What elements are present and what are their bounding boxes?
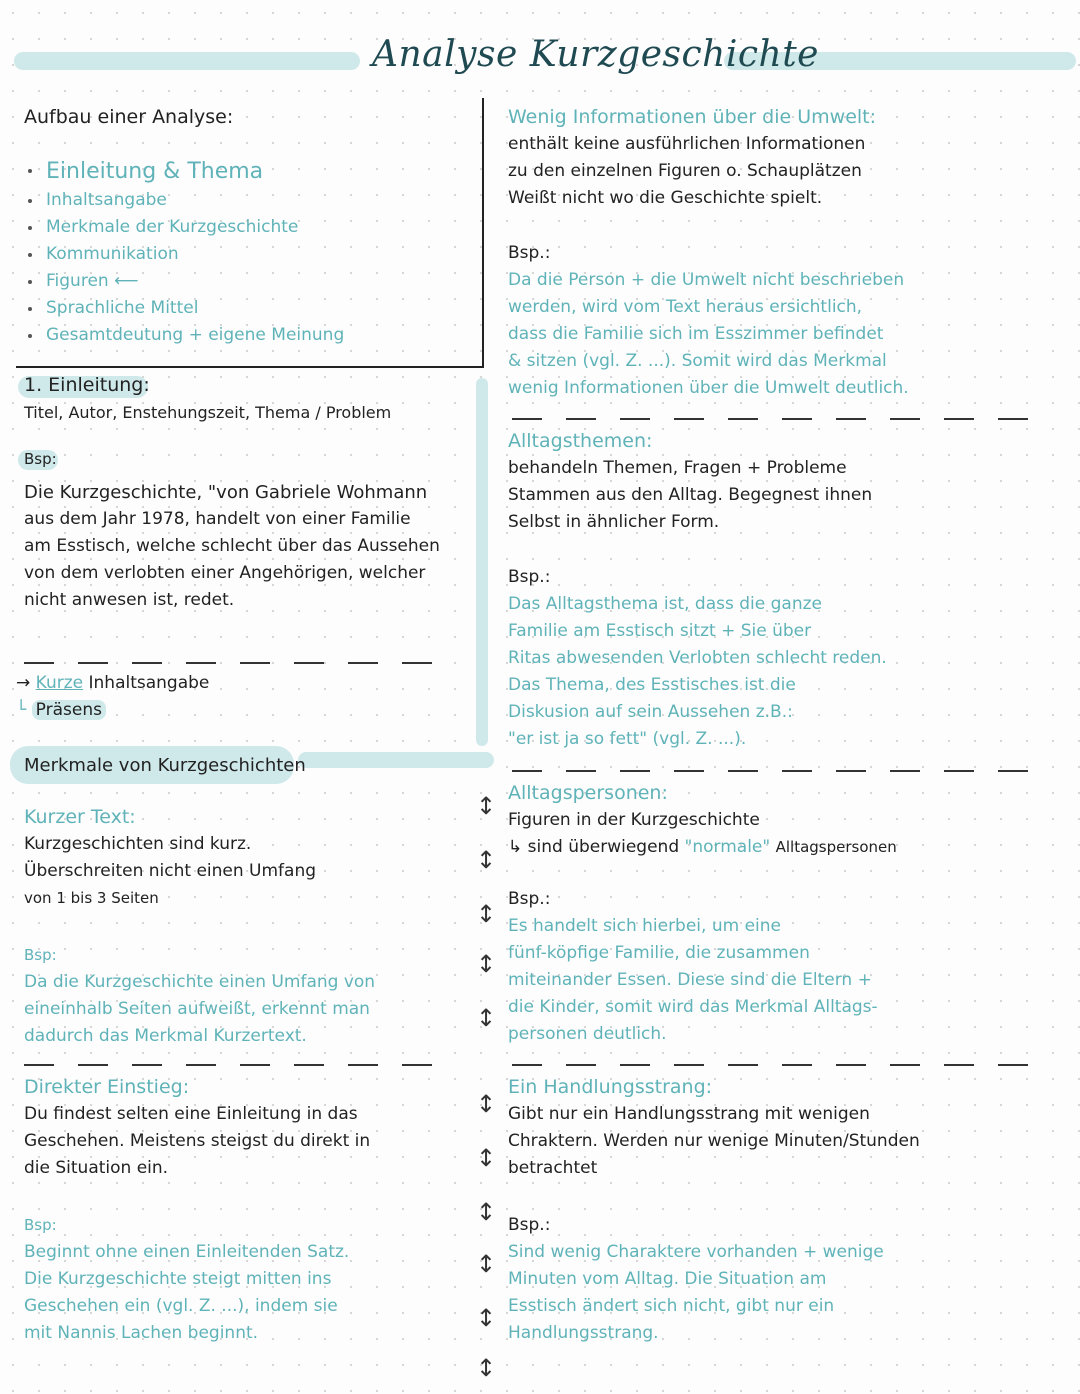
direkter-einstieg-bsp xyxy=(24,1212,349,1347)
umwelt-bsp xyxy=(508,240,909,402)
aufbau-item: Inhaltsangabe xyxy=(24,187,344,214)
divider-dashes xyxy=(24,662,456,664)
bsp-line: fünf-köpfige Familie, die zusammen xyxy=(508,943,810,963)
einleitung-section xyxy=(24,372,391,426)
alltagsthemen-section xyxy=(508,428,872,536)
bsp-line: "er ist ja so fett" (vgl. Z. ...). xyxy=(508,729,747,749)
arrow-right-icon: → xyxy=(16,673,31,693)
einleitung-line: am Esstisch, welche schlecht über das Aussehen xyxy=(24,536,440,556)
aufbau-item: Einleitung & Thema xyxy=(24,157,344,187)
aufbau-item: Sprachliche Mittel xyxy=(24,295,344,322)
bsp-line: mit Nannis Lachen beginnt. xyxy=(24,1323,259,1343)
kurzer-text-line: Kurzgeschichten sind kurz. xyxy=(24,834,252,854)
double-arrow-icon: ↕ xyxy=(476,900,497,928)
einleitung-line: nicht anwesen ist, redet. xyxy=(24,590,235,610)
handlungsstrang-line: Gibt nur ein Handlungsstrang mit wenigen xyxy=(508,1104,870,1124)
handlungsstrang-section xyxy=(508,1074,920,1182)
bsp-line: werden, wird vom Text heraus ersichtlich, xyxy=(508,297,863,317)
double-arrow-icon: ↕ xyxy=(476,1090,497,1118)
bsp-line: dadurch das Merkmal Kurzertext. xyxy=(24,1026,307,1046)
handlungsstrang-line: Chraktern. Werden nur wenige Minuten/Stunden xyxy=(508,1131,920,1151)
einleitung-subtitle: Titel, Autor, Enstehungszeit, Thema / Problem xyxy=(24,403,392,422)
bsp-label: Bsp: xyxy=(24,1216,57,1234)
inhaltsangabe-word: Inhaltsangabe xyxy=(88,673,210,693)
bsp-line: Da die Kurzgeschichte einen Umfang von xyxy=(24,972,376,992)
bsp-line: personen deutlich. xyxy=(508,1024,667,1044)
kurze-word: Kurze xyxy=(35,673,84,693)
alltagsthemen-heading: Alltagsthemen: xyxy=(508,430,653,452)
aufbau-box-right-border xyxy=(482,98,484,368)
kurzer-text-bsp xyxy=(24,942,375,1050)
double-arrow-icon: ↕ xyxy=(476,1354,497,1382)
alltagspersonen-text: ↳ sind überwiegend xyxy=(508,837,680,857)
double-arrow-icon: ↕ xyxy=(476,1198,497,1226)
alltagsthemen-line: behandeln Themen, Fragen + Probleme xyxy=(508,458,847,478)
alltagsthemen-line: Stammen aus den Alltag. Begegnest ihnen xyxy=(508,485,873,505)
praesens-line xyxy=(16,697,209,724)
aufbau-section xyxy=(24,104,344,349)
bsp-line: Beginnt ohne einen Einleitenden Satz. xyxy=(24,1242,350,1262)
einleitung-heading: 1. Einleitung: xyxy=(24,374,150,396)
alltagspersonen-line: Figuren in der Kurzgeschichte xyxy=(508,810,760,830)
einleitung-bsp-block xyxy=(24,446,440,614)
direkter-einstieg-line: die Situation ein. xyxy=(24,1158,169,1178)
bsp-label: Bsp.: xyxy=(508,889,551,909)
bsp-line: Ritas abwesenden Verlobten schlecht reden. xyxy=(508,648,887,668)
double-arrow-icon: ↕ xyxy=(476,792,497,820)
divider-dashes xyxy=(512,770,1052,772)
inhaltsangabe-section xyxy=(16,670,209,724)
aufbau-item: Merkmale der Kurzgeschichte xyxy=(24,214,344,241)
merkmale-heading-bar xyxy=(298,752,494,768)
double-arrow-icon: ↕ xyxy=(476,846,497,874)
kurzer-text-heading: Kurzer Text: xyxy=(24,806,136,828)
bsp-line: Handlungsstrang. xyxy=(508,1323,659,1343)
bsp-line: Das Thema, des Esstisches ist die xyxy=(508,675,796,695)
double-arrow-icon: ↕ xyxy=(476,1004,497,1032)
alltagspersonen-line xyxy=(508,834,897,861)
aufbau-item: Kommunikation xyxy=(24,241,344,268)
alltagsthemen-line: Selbst in ähnlicher Form. xyxy=(508,512,720,532)
divider-dashes xyxy=(512,1064,1052,1066)
alltagsthemen-bsp xyxy=(508,564,887,753)
bsp-line: Sind wenig Charaktere vorhanden + wenige xyxy=(508,1242,884,1262)
bsp-line: Diskusion auf sein Aussehen z.B.: xyxy=(508,702,793,722)
column-divider-highlight xyxy=(476,378,488,746)
direkter-einstieg-line: Du findest selten eine Einleitung in das xyxy=(24,1104,358,1124)
bsp-line: & sitzen (vgl. Z. ...). Somit wird das Merkmal xyxy=(508,351,887,371)
corner-arrow-icon: └ xyxy=(16,700,27,720)
page-title: Analyse Kurzgeschichte xyxy=(372,34,819,75)
bsp-line: dass die Familie sich im Esszimmer befindet xyxy=(508,324,884,344)
aufbau-list xyxy=(24,157,344,349)
handlungsstrang-heading: Ein Handlungsstrang: xyxy=(508,1076,713,1098)
aufbau-item: Figuren ⟵ xyxy=(24,268,344,295)
bsp-label: Bsp.: xyxy=(508,1215,551,1235)
divider-dashes xyxy=(512,418,1052,420)
handlungsstrang-line: betrachtet xyxy=(508,1158,598,1178)
kurzer-text-section xyxy=(24,804,316,912)
bsp-line: Es handelt sich hierbei, um eine xyxy=(508,916,781,936)
bsp-line: Das Alltagsthema ist, dass die ganze xyxy=(508,594,822,614)
bsp-line: Esstisch ändert sich nicht, gibt nur ein xyxy=(508,1296,835,1316)
umwelt-line: Weißt nicht wo die Geschichte spielt. xyxy=(508,188,823,208)
double-arrow-icon: ↕ xyxy=(476,1144,497,1172)
bsp-line: Familie am Esstisch sitzt + Sie über xyxy=(508,621,812,641)
alltagspersonen-heading: Alltagspersonen: xyxy=(508,782,668,804)
bsp-line: die Kinder, somit wird das Merkmal Alltags- xyxy=(508,997,878,1017)
direkter-einstieg-section xyxy=(24,1074,370,1182)
aufbau-heading: Aufbau einer Analyse: xyxy=(24,106,234,128)
kurzer-text-line: Überschreiten nicht einen Umfang xyxy=(24,861,317,881)
bsp-label: Bsp: xyxy=(24,946,57,964)
bsp-label: Bsp.: xyxy=(508,243,551,263)
einleitung-bsp-label: Bsp: xyxy=(24,450,57,468)
alltagspersonen-section xyxy=(508,780,897,861)
umwelt-line: zu den einzelnen Figuren o. Schauplätzen xyxy=(508,161,862,181)
alltagspersonen-bsp xyxy=(508,886,878,1048)
double-arrow-icon: ↕ xyxy=(476,1304,497,1332)
direkter-einstieg-line: Geschehen. Meistens steigst du direkt in xyxy=(24,1131,371,1151)
bsp-line: miteinander Essen. Diese sind die Eltern + xyxy=(508,970,872,990)
umwelt-section xyxy=(508,104,876,212)
double-arrow-icon: ↕ xyxy=(476,950,497,978)
merkmale-heading: Merkmale von Kurzgeschichten xyxy=(24,755,306,776)
praesens-word: Präsens xyxy=(32,700,106,720)
bsp-line: Geschehen ein (vgl. Z. ...), indem sie xyxy=(24,1296,338,1316)
double-arrow-icon: ↕ xyxy=(476,1250,497,1278)
einleitung-line: Die Kurzgeschichte, "von Gabriele Wohmann xyxy=(24,482,428,503)
aufbau-box-bottom-border xyxy=(16,366,484,368)
aufbau-item: Gesamtdeutung + eigene Meinung xyxy=(24,322,344,349)
einleitung-line: aus dem Jahr 1978, handelt von einer Familie xyxy=(24,509,411,529)
alltagspersonen-text: Alltagspersonen xyxy=(775,838,897,856)
inhaltsangabe-line xyxy=(16,670,209,697)
bsp-line: Minuten vom Alltag. Die Situation am xyxy=(508,1269,827,1289)
bsp-line: wenig Informationen über die Umwelt deutlich. xyxy=(508,378,909,398)
bsp-line: Da die Person + die Umwelt nicht beschrieben xyxy=(508,270,905,290)
bsp-label: Bsp.: xyxy=(508,567,551,587)
einleitung-line: von dem verlobten einer Angehörigen, welcher xyxy=(24,563,426,583)
bsp-line: eineinhalb Seiten aufweißt, erkennt man xyxy=(24,999,370,1019)
title-highlight-left xyxy=(14,52,360,70)
kurzer-text-line: von 1 bis 3 Seiten xyxy=(24,889,159,907)
direkter-einstieg-heading: Direkter Einstieg: xyxy=(24,1076,190,1098)
bsp-line: Die Kurzgeschichte steigt mitten ins xyxy=(24,1269,332,1289)
alltagspersonen-normal: "normale" xyxy=(684,837,771,857)
divider-dashes xyxy=(24,1064,456,1066)
umwelt-line: enthält keine ausführlichen Informationen xyxy=(508,134,866,154)
umwelt-heading: Wenig Informationen über die Umwelt: xyxy=(508,106,877,128)
handlungsstrang-bsp xyxy=(508,1212,884,1347)
arrow-left-icon: ⟵ xyxy=(114,271,139,291)
